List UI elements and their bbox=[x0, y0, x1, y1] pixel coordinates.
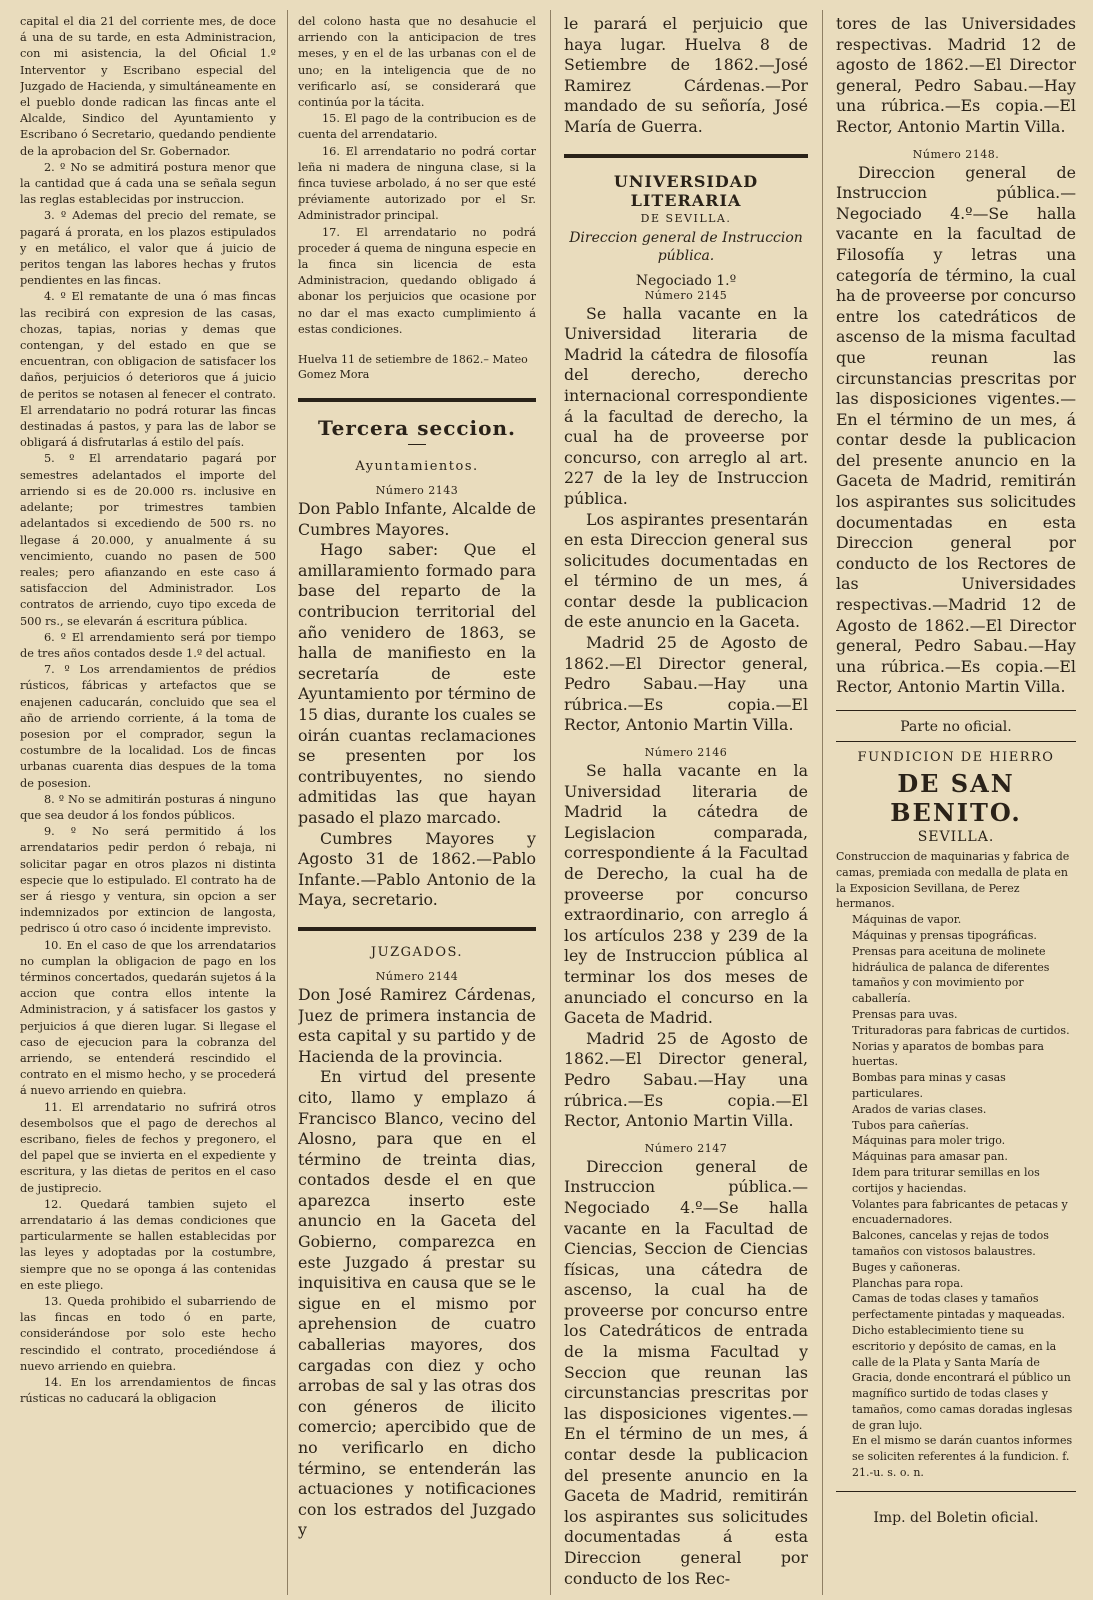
notice-number: Número 2147 bbox=[644, 1141, 728, 1155]
paragraph: En virtud del presente cito, llamo y emplazo á Francisco Blanco, vecino del Alosno, para que en el término de treinta dias, contados desde el en que aparezca inserto este anuncio en la Gaceta del Gobierno, comparezca en este Juzgado á prestar su inquisitiva en causa que se le sigue en el mismo por aprehension de cuatro caballerias mayores, dos cargadas con diez y ocho arrobas de sal y las otras dos con géneros de ilicito comercio; apercibido que de no verificarlo en dicho término, se entenderán las actuaciones y notificaciones con los estrados del Juzgado y bbox=[298, 1067, 536, 1540]
paragraph: Se halla vacante en la Universidad literaria de Madrid la cátedra de Legislacion comparada, correspondiente á la Facultad de Derecho, la cual ha de proveerse por concurso extraordinario, con arreglo á los artículos 238 y 239 de la ley de Instruccion pública al terminar los dos meses de anunciado el concurso en la Gaceta de Madrid. bbox=[564, 761, 808, 1028]
university-subheading: DE SEVILLA. bbox=[640, 211, 732, 225]
advertisement bbox=[836, 849, 1076, 1481]
ayuntamientos-heading: Ayuntamientos. bbox=[355, 459, 479, 475]
column-3 bbox=[564, 14, 808, 1589]
ad-item: Máquinas y prensas tipográficas. bbox=[852, 928, 1037, 942]
notice-number: Número 2144 bbox=[375, 969, 459, 983]
column-divider bbox=[287, 10, 288, 1595]
ad-item: Máquinas de vapor. bbox=[852, 913, 962, 927]
ad-item: Arados de varias clases. bbox=[852, 1102, 987, 1116]
section-rule bbox=[836, 741, 1076, 742]
signature: Huelva 11 de setiembre de 1862.– Mateo Gomez Mora bbox=[298, 353, 528, 382]
ad-item: Prensas para uvas. bbox=[852, 1007, 958, 1021]
notice-number: Número 2148. bbox=[912, 147, 1000, 161]
printer-footer: Imp. del Boletin oficial. bbox=[873, 1509, 1039, 1526]
ad-item: Máquinas para moler trigo. bbox=[852, 1134, 1006, 1148]
section-rule bbox=[836, 1491, 1076, 1492]
paragraph: le parará el perjuicio que haya lugar. Huelva 8 de Setiembre de 1862.—José Ramirez Cárdenas.—Por mandado de su señoría, José María de Guerra. bbox=[564, 14, 808, 136]
paragraph: 10. En el caso de que los arrendatarios no cumplan la obligacion de pago en los términos concertados, quedarán sujetos á la accion que contra ellos intente la Administracion, y á satisfacer los gastos y perjuicios á que dieren lugar. Si llegase el caso de ejecucion para la cobranza del arriendo, se entenderá rescindido el contrato en el mismo hecho, y se procederá á nuevo arriendo en quiebra. bbox=[20, 938, 276, 1098]
paragraph: 14. En los arrendamientos de fincas rústicas no caducará la obligacion bbox=[20, 1376, 276, 1406]
ad-item: Planchas para ropa. bbox=[852, 1276, 964, 1290]
paragraph: 6. º El arrendamiento será por tiempo de tres años contados desde 1.º del actual. bbox=[20, 630, 276, 660]
section-rule bbox=[836, 710, 1076, 711]
ad-item: Norias y aparatos de bombas para huertas. bbox=[852, 1039, 1044, 1069]
column-4 bbox=[836, 14, 1076, 1526]
paragraph: 11. El arrendatario no sufrirá otros desembolsos que el pago de derechos al escribano, fieles de fechos y pregonero, el del papel que se invierta en el expediente y escritura, y las dietas de peritos en el caso de justiprecio. bbox=[20, 1100, 276, 1195]
section-rule bbox=[298, 927, 536, 931]
ad-item: Dicho establecimiento tiene su escritorio y depósito de camas, en la calle de la Plata y Santa María de Gracia, donde encontrará el público un magnífico surtido de todas clases y tamaños, como camas doradas inglesas de gran lujo. bbox=[852, 1323, 1073, 1432]
ad-item: Máquinas para amasar pan. bbox=[852, 1150, 1008, 1164]
san-benito-heading: DE SAN BENITO. bbox=[890, 769, 1022, 827]
column-1 bbox=[20, 14, 276, 1407]
notice-number: Número 2143 bbox=[375, 484, 459, 498]
notice-number: Número 2146 bbox=[644, 746, 728, 760]
paragraph: 4. º El rematante de una ó mas fincas las recibirá con expresion de las casas, chozas, tapias, norias y demas que contengan, y del estado en que se encuentran, con obligacion de satisfacer los daños, perjuicios ó deterioros que á juicio de peritos se notasen al fenecer el contrato. El arrendatario no podrá roturar las fincas destinadas á pastos, y para las de labor se obligará á disfrutarlas á estilo del país. bbox=[20, 290, 276, 450]
ad-item: Trituradoras para fabricas de curtidos. bbox=[852, 1023, 1070, 1037]
paragraph: 12. Quedará tambien sujeto el arrendatario á las demas condiciones que particularmente se hallen establecidas por las leyes y adoptadas por la costumbre, siempre que no se oponga á las contenidas en este pliego. bbox=[20, 1197, 276, 1292]
paragraph: Don Pablo Infante, Alcalde de Cumbres Mayores. bbox=[298, 499, 536, 539]
ad-item: En el mismo se darán cuantos informes se soliciten referentes á la fundicion. f. 21.-u. s. o. n. bbox=[852, 1434, 1073, 1480]
paragraph: Don José Ramirez Cárdenas, Juez de primera instancia de esta capital y su partido y de Hacienda de la provincia. bbox=[298, 984, 536, 1066]
ad-item: Idem para triturar semillas en los cortijos y haciendas. bbox=[852, 1165, 1040, 1195]
paragraph: Los aspirantes presentarán en esta Direccion general sus solicitudes documentadas en el término de un mes, á contar desde la publicacion de este anuncio en la Gaceta. bbox=[564, 509, 808, 632]
paragraph: 2. º No se admitirá postura menor que la cantidad que á cada una se señala segun las reglas establecidas por instruccion. bbox=[20, 160, 276, 207]
paragraph: 9. º No será permitido á los arrendatarios pedir perdon ó rebaja, ni solicitar pagar en otros plazos ni distinta especie que lo estipulado. El contrato ha de ser á riesgo y ventura, sin opcion a ser indemnizados por extincion de langosta, pedrisco ú otro caso ó incidente imprevisto. bbox=[20, 825, 276, 936]
paragraph: Madrid 25 de Agosto de 1862.—El Director general, Pedro Sabau.—Hay una rúbrica.—Es copia.—El Rector, Antonio Martin Villa. bbox=[564, 633, 808, 735]
paragraph: 7. º Los arrendamientos de prédios rústicos, fábricas y artefactos que se enajenen caducarán, concluido que sea el año de arriendo corriente, á la toma de posesion por el comprador, segun la costumbre de la localidad. Los de fincas urbanas cuarenta dias despues de la toma de posesion. bbox=[20, 663, 276, 790]
ad-item: Tubos para cañerías. bbox=[852, 1118, 969, 1132]
ad-intro: Construccion de maquinarias y fabrica de camas, premiada con medalla de plata en la Exposicion Sevillana, de Perez hermanos. bbox=[836, 850, 1070, 911]
ad-item: Bombas para minas y casas particulares. bbox=[852, 1071, 1006, 1100]
paragraph: 13. Queda prohibido el subarriendo de las fincas en todo ó en parte, considerándose por solo este hecho rescindido el contrato, procediéndose á nuevo arriendo en quiebra. bbox=[20, 1295, 276, 1373]
paragraph: 15. El pago de la contribucion es de cuenta del arrendatario. bbox=[298, 112, 536, 142]
paragraph: Direccion general de Instruccion pública.—Negociado 4.º—Se halla vacante en la Facultad de Ciencias, Seccion de Ciencias físicas, una cátedra de ascenso, la cual ha de proveerse por concurso entre los Catedráticos de entrada de la misma Facultad y Seccion que reunan las circunstancias prescritas por las disposiciones vigentes.—En el término de un mes, á contar desde la publicacion del presente anuncio en la Gaceta de Madrid, remitirán los aspirantes sus solicitudes documentadas á esta Direccion general por conducto de los Rec- bbox=[564, 1156, 808, 1588]
fundicion-heading: FUNDICION DE HIERRO bbox=[857, 750, 1055, 765]
paragraph: Se halla vacante en la Universidad literaria de Madrid la cátedra de filosofía del derecho, derecho internacional correspondiente á la facultad de derecho, la cual ha de proveerse por concurso, con arreglo al art. 227 de la ley de Instruccion pública. bbox=[564, 303, 808, 508]
negociado-heading: Negociado 1.º bbox=[635, 272, 737, 289]
ad-item: Buges y cañoneras. bbox=[852, 1260, 961, 1274]
notice-number: Número 2145 bbox=[644, 288, 728, 302]
divider bbox=[408, 444, 426, 445]
ad-item: Balcones, cancelas y rejas de todos tamaños con vistosos balaustres. bbox=[852, 1229, 1049, 1258]
paragraph: tores de las Universidades respectivas. Madrid 12 de agosto de 1862.—El Director general, Pedro Sabau.—Hay una rúbrica.—Es copia.—El Rector, Antonio Martin Villa. bbox=[836, 14, 1076, 136]
section-rule bbox=[564, 154, 808, 158]
paragraph: 8. º No se admitirán posturas á ninguno que sea deudor á los fondos públicos. bbox=[20, 792, 276, 822]
paragraph: Cumbres Mayores y Agosto 31 de 1862.—Pablo Infante.—Pablo Antonio de la Maya, secretario. bbox=[298, 828, 536, 910]
paragraph: Madrid 25 de Agosto de 1862.—El Director general, Pedro Sabau.—Hay una rúbrica.—Es copia.—El Rector, Antonio Martin Villa. bbox=[564, 1028, 808, 1131]
ad-item: Volantes para fabricantes de petacas y encuadernadores. bbox=[852, 1197, 1068, 1227]
paragraph: Direccion general de Instruccion pública.—Negociado 4.º—Se halla vacante en la facultad de Filosofía y letras una categoría de término, la cual ha de proveerse por concurso entre los catedráticos de ascenso de la misma facultad que reunan las circunstancias prescritas por las disposiciones vigentes.—En el término de un mes, á contar desde la publicacion del presente anuncio en la Gaceta de Madrid, remitirán los aspirantes sus solicitudes documentadas en esta Direccion general por conducto de los Rectores de las Universidades respectivas.—Madrid 12 de Agosto de 1862.—El Director general, Pedro Sabau.—Hay una rúbrica.—Es copia.—El Rector, Antonio Martin Villa. bbox=[836, 162, 1076, 697]
ad-item: Prensas para aceituna de molinete hidráulica de palanca de diferentes tamaños y con movimiento por caballería. bbox=[852, 944, 1050, 1006]
column-divider bbox=[550, 10, 551, 1595]
paragraph: 5. º El arrendatario pagará por semestres adelantados el importe del arriendo si es de 20.000 rs. inclusive en adelante; por trimestres tambien adelantados si excediendo de 500 rs. no llegase á 20.000, y anualmente á su vencimiento, cuando no pasen de 500 reales; pero afianzando en este caso á satisfaccion del Administrador. Los contratos de arriendo, cuyo tipo exceda de 500 rs., se elevarán á escritura pública. bbox=[20, 452, 276, 628]
paragraph: 17. El arrendatario no podrá proceder á quema de ninguna especie en la finca sin licencia de esta Administracion, quedando obligado á abonar los perjuicios que ocasione por no dar el mas exacto cumplimiento á estas condiciones. bbox=[298, 225, 536, 336]
paragraph: Hago saber: Que el amillaramiento formado para base del reparto de la contribucion territorial del año venidero de 1863, se halla de manifiesto en la secretaría de este Ayuntamiento por término de 15 dias, durante los cuales se oirán cuantas reclamaciones se presenten por los contribuyentes, no siendo admitidas las que hayan pasado el plazo marcado. bbox=[298, 540, 536, 827]
paragraph: 3. º Ademas del precio del remate, se pagará á prorata, en los plazos estipulados y en metálico, el valor que á juicio de peritos tengan las labores hechas y frutos pendientes en las fincas. bbox=[20, 209, 276, 288]
paragraph: 16. El arrendatario no podrá cortar leña ni madera de ninguna clase, si la finca tuviese arbolado, á no ser que esté préviamente autorizado por el Sr. Administrador principal. bbox=[298, 144, 536, 223]
direccion-heading: Direccion general de Instruccion pública. bbox=[569, 229, 803, 264]
column-2 bbox=[298, 14, 536, 1541]
juzgados-heading: JUZGADOS. bbox=[370, 944, 464, 960]
ad-item: Camas de todas clases y tamaños perfectamente pintadas y maqueadas. bbox=[852, 1292, 1065, 1322]
university-heading: UNIVERSIDAD LITERARIA bbox=[613, 171, 759, 210]
section-title: Tercera seccion. bbox=[318, 416, 516, 441]
sevilla-heading: SEVILLA. bbox=[917, 829, 995, 845]
parte-no-oficial: Parte no oficial. bbox=[900, 719, 1012, 735]
paragraph: capital el dia 21 del corriente mes, de doce á una de su tarde, en esta Administracion, con mi asistencia, la del Oficial 1.º Interventor y Escribano especial del Juzgado de Hacienda, y simultáneamente en el pueblo donde radican las fincas ante el Alcalde, Sindico del Ayuntamiento y Escribano ó Secretario, quedando pendiente de la aprobacion del Sr. Gobernador. bbox=[20, 15, 276, 158]
paragraph: del colono hasta que no desahucie el arriendo con la anticipacion de tres meses, y en el de las urbanas con el de uno; en la inteligencia que de no verificarlo así, se considerará que continúa por la tácita. bbox=[298, 15, 536, 110]
section-rule bbox=[298, 398, 536, 402]
column-divider bbox=[822, 10, 823, 1595]
